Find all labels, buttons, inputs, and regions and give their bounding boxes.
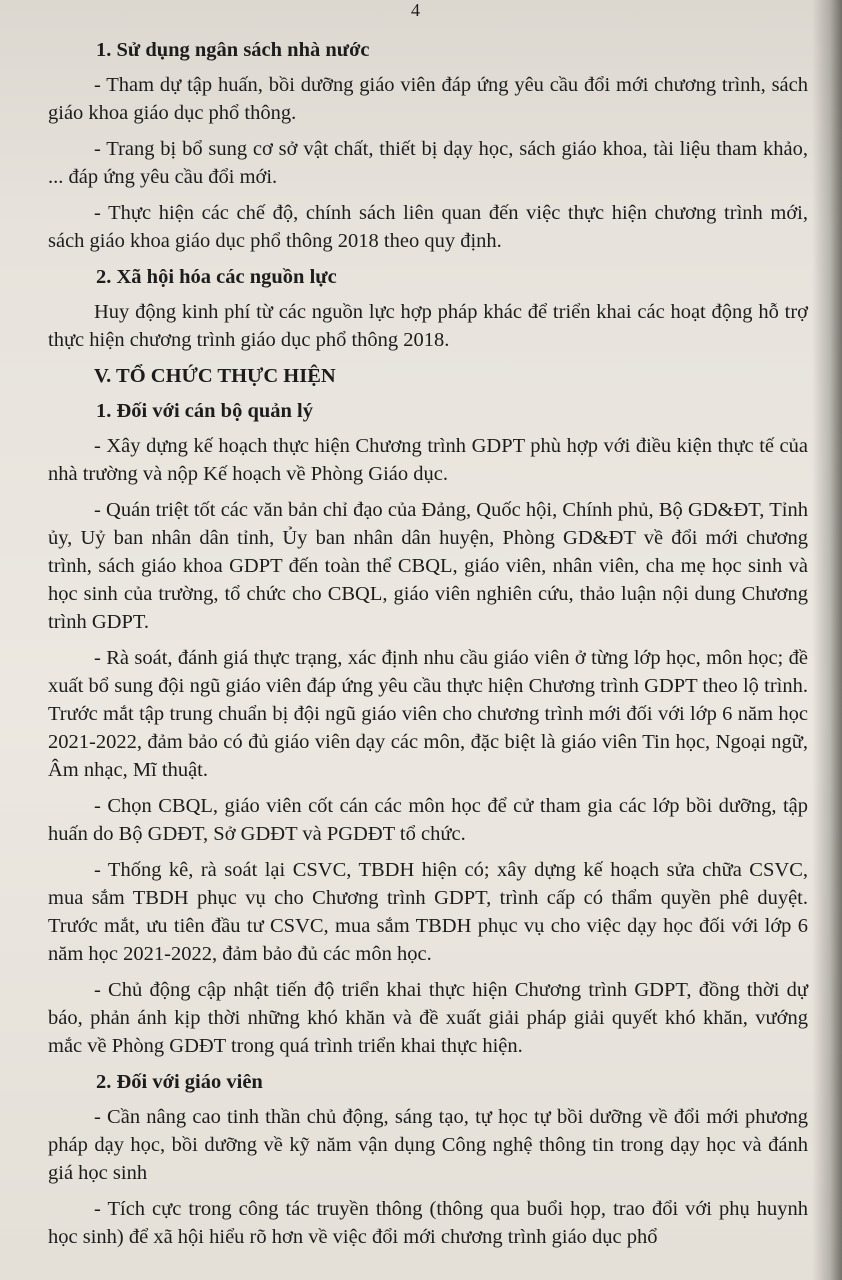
paragraph: - Xây dựng kế hoạch thực hiện Chương trình GDPT phù hợp với điều kiện thực tế của nhà trường và nộp Kế hoạch về Phòng Giáo dục.: [48, 435, 808, 485]
section-heading-socialization: 2. Xã hội hóa các nguồn lực: [96, 266, 337, 288]
section-heading-teachers: 2. Đối với giáo viên: [96, 1071, 263, 1093]
paragraph: - Cần nâng cao tinh thần chủ động, sáng tạo, tự học tự bồi dưỡng về đổi mới phương pháp dạy học, bồi dưỡng về kỹ năm vận dụng Công nghệ thông tin trong dạy học và đánh giá học sinh: [48, 1106, 808, 1184]
paragraph: - Tham dự tập huấn, bồi dưỡng giáo viên đáp ứng yêu cầu đổi mới chương trình, sách giáo khoa giáo dục phổ thông.: [48, 74, 808, 124]
chapter-heading-organization: V. TỔ CHỨC THỰC HIỆN: [94, 365, 336, 387]
paragraph: Huy động kinh phí từ các nguồn lực hợp pháp khác để triển khai các hoạt động hỗ trợ thực hiện chương trình giáo dục phổ thông 2018.: [48, 301, 808, 351]
paragraph: - Chọn CBQL, giáo viên cốt cán các môn học để cử tham gia các lớp bồi dưỡng, tập huấn do Bộ GDĐT, Sở GDĐT và PGDĐT tổ chức.: [48, 795, 808, 845]
section-heading-budget: 1. Sử dụng ngân sách nhà nước: [96, 39, 370, 61]
document-body: [48, 36, 808, 1259]
page-number: 4: [411, 0, 420, 20]
paragraph: - Chủ động cập nhật tiến độ triển khai thực hiện Chương trình GDPT, đồng thời dự báo, phản ánh kịp thời những khó khăn và đề xuất giải pháp giải quyết khó khăn, vướng mắc về Phòng GDĐT trong quá trình triển khai thực hiện.: [48, 979, 808, 1057]
paragraph: - Thống kê, rà soát lại CSVC, TBDH hiện có; xây dựng kế hoạch sửa chữa CSVC, mua sắm TBDH phục vụ cho Chương trình GDPT, trình cấp có thẩm quyền phê duyệt. Trước mắt, ưu tiên đầu tư CSVC, mua sắm TBDH phục vụ cho việc dạy học đối với lớp 6 năm học 2021-2022, đảm bảo đủ các môn học.: [48, 859, 808, 965]
paragraph: - Tích cực trong công tác truyền thông (thông qua buổi họp, trao đổi với phụ huynh học sinh) để xã hội hiểu rõ hơn về việc đổi mới chương trình giáo dục phổ: [48, 1198, 808, 1248]
paragraph: - Rà soát, đánh giá thực trạng, xác định nhu cầu giáo viên ở từng lớp học, môn học; đề xuất bổ sung đội ngũ giáo viên đáp ứng yêu cầu thực hiện Chương trình GDPT theo lộ trình. Trước mắt tập trung chuẩn bị đội ngũ giáo viên cho chương trình mới đối với lớp 6 năm học 2021-2022, đảm bảo có đủ giáo viên dạy các môn, đặc biệt là giáo viên Tin học, Ngoại ngữ, Âm nhạc, Mĩ thuật.: [48, 647, 808, 781]
paragraph: - Trang bị bổ sung cơ sở vật chất, thiết bị dạy học, sách giáo khoa, tài liệu tham khảo, ... đáp ứng yêu cầu đổi mới.: [48, 138, 808, 188]
section-heading-managers: 1. Đối với cán bộ quản lý: [96, 400, 313, 422]
paragraph: - Thực hiện các chế độ, chính sách liên quan đến việc thực hiện chương trình mới, sách giáo khoa giáo dục phổ thông 2018 theo quy định.: [48, 202, 808, 252]
paragraph: - Quán triệt tốt các văn bản chỉ đạo của Đảng, Quốc hội, Chính phủ, Bộ GD&ĐT, Tỉnh ủy, Uỷ ban nhân dân tỉnh, Ủy ban nhân dân huyện, Phòng GD&ĐT về đổi mới chương trình, sách giáo khoa GDPT đến toàn thể CBQL, giáo viên, nhân viên, cha mẹ học sinh và học sinh của trường, tổ chức cho CBQL, giáo viên nghiên cứu, thảo luận nội dung Chương trình GDPT.: [48, 499, 808, 633]
